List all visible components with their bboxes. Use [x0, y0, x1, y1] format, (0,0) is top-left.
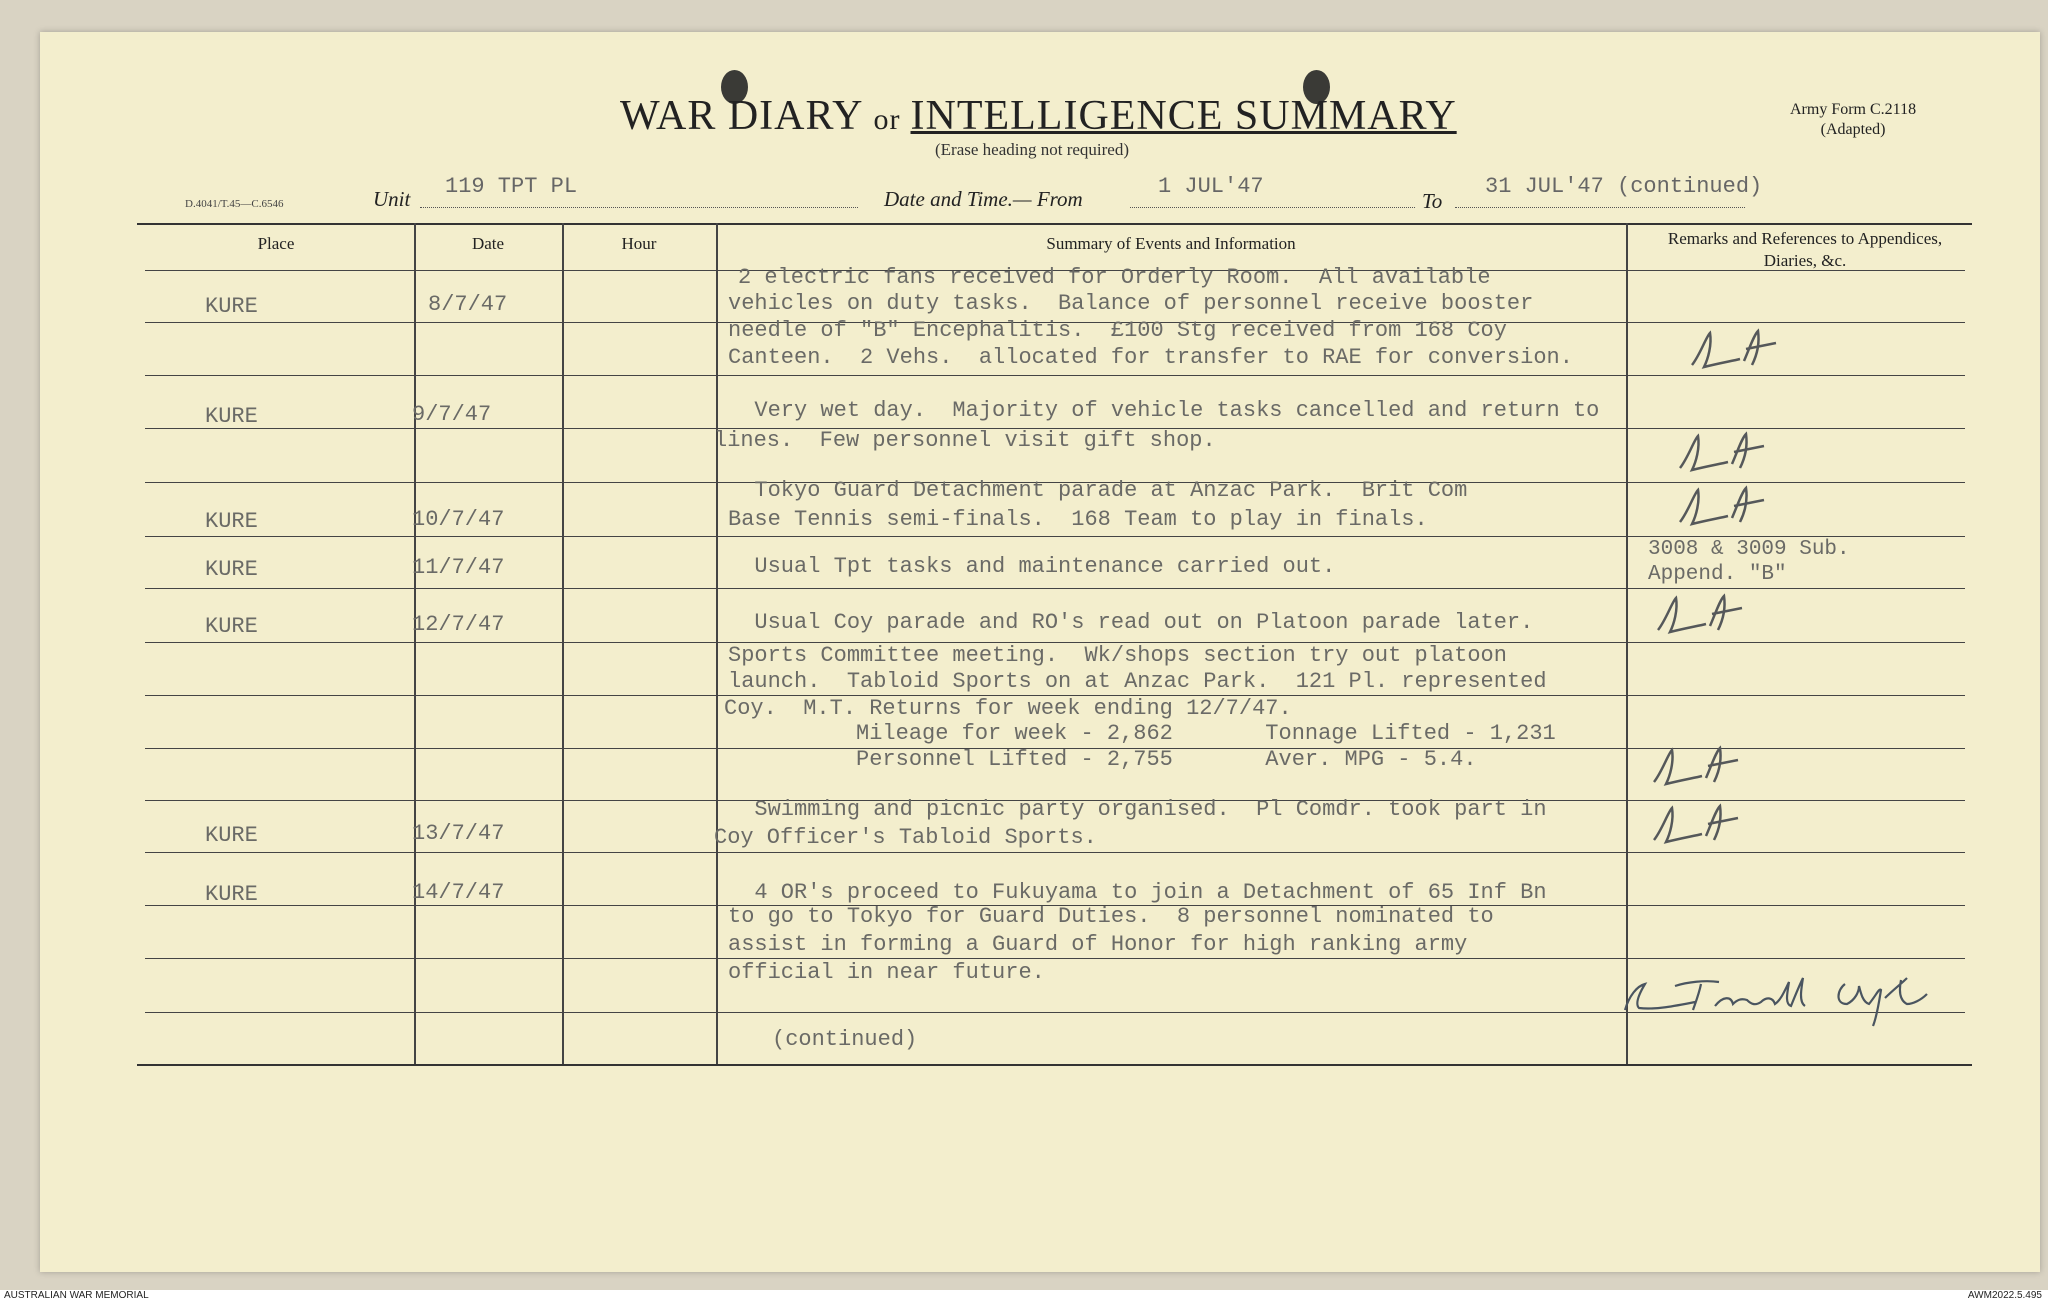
entry-line: 2 electric fans received for Orderly Room. All available: [738, 265, 1491, 290]
date-from-value: 1 JUL'47: [1158, 174, 1264, 199]
unit-label: Unit: [373, 187, 411, 211]
column-divider-date: [562, 223, 564, 1064]
entry-line: lines. Few personnel visit gift shop.: [714, 428, 1216, 453]
entry-line: Mileage for week - 2,862 Tonnage Lifted - 1,231: [724, 721, 1556, 746]
entry-line: official in near future.: [728, 960, 1045, 985]
ruled-line: [145, 958, 1965, 959]
entry-place: KURE: [205, 294, 258, 319]
column-divider-hour: [716, 223, 718, 1064]
entry-line: Usual Coy parade and RO's read out on Platoon parade later.: [728, 610, 1534, 635]
entry-line: Canteen. 2 Vehs. allocated for transfer to RAE for conversion.: [728, 345, 1573, 370]
handwritten-initials: [1642, 800, 1752, 850]
date-to-underline: [1455, 207, 1745, 208]
date-to-label: To: [1422, 189, 1443, 213]
continued-note: (continued): [772, 1027, 918, 1052]
entry-place: KURE: [205, 882, 258, 907]
remarks-appendix-line-2: Append. "B": [1648, 563, 1787, 586]
page-title: [620, 92, 1520, 140]
entry-line: Coy Officer's Tabloid Sports.: [714, 825, 1097, 850]
title-or: or: [873, 103, 901, 136]
entry-line: 4 OR's proceed to Fukuyama to join a Detachment of 65 Inf Bn: [728, 880, 1547, 905]
entry-line: Very wet day. Majority of vehicle tasks cancelled and return to: [728, 398, 1600, 423]
table-top-rule: [137, 223, 1972, 225]
title-intelligence-summary: INTELLIGENCE SUMMARY: [910, 93, 1457, 139]
column-header-summary: Summary of Events and Information: [1046, 234, 1296, 253]
date-from-underline: [1130, 207, 1415, 208]
handwritten-initials: [1646, 590, 1756, 640]
date-to-value: 31 JUL'47 (continued): [1485, 174, 1763, 199]
unit-value: 119 TPT PL: [445, 174, 578, 199]
entry-place: KURE: [205, 614, 258, 639]
entry-date: 10/7/47: [412, 507, 505, 532]
entry-line: Sports Committee meeting. Wk/shops section try out platoon: [728, 643, 1507, 668]
entry-place: KURE: [205, 404, 258, 429]
unit-underline: [420, 207, 858, 208]
entry-line: Tokyo Guard Detachment parade at Anzac Park. Brit Com: [728, 478, 1468, 503]
officer-signature: [1615, 960, 1935, 1030]
handwritten-initials: [1680, 325, 1790, 375]
entry-place: KURE: [205, 557, 258, 582]
entry-place: KURE: [205, 823, 258, 848]
entry-line: Swimming and picnic party organised. Pl Comdr. took part in: [728, 797, 1547, 822]
column-header-date: Date: [471, 234, 505, 253]
print-code: D.4041/T.45—C.6546: [185, 198, 284, 210]
footer-catalogue-id: AWM2022.5.495: [1967, 1290, 2042, 1301]
entry-date: 11/7/47: [412, 555, 505, 580]
ruled-line: [145, 852, 1965, 853]
ruled-line: [145, 588, 1965, 589]
handwritten-initials: [1668, 482, 1778, 532]
entry-line: Usual Tpt tasks and maintenance carried out.: [728, 554, 1336, 579]
title-war-diary: WAR DIARY: [620, 93, 864, 139]
army-form-adapted: (Adapted): [1820, 121, 1886, 138]
remarks-appendix-line-1: 3008 & 3009 Sub.: [1648, 538, 1850, 561]
entry-date: 9/7/47: [412, 402, 492, 427]
column-header-remarks: Remarks and References to Appendices, Diaries, &c.: [1667, 229, 1943, 270]
entry-line: Coy. M.T. Returns for week ending 12/7/47.: [724, 696, 1292, 721]
entry-line: Base Tennis semi-finals. 168 Team to play in finals.: [728, 507, 1428, 532]
handwritten-initials: [1642, 742, 1752, 792]
table-bottom-rule: [137, 1064, 1972, 1066]
column-header-hour: Hour: [621, 234, 657, 253]
entry-line: Personnel Lifted - 2,755 Aver. MPG - 5.4.: [724, 747, 1477, 772]
entry-line: to go to Tokyo for Guard Duties. 8 personnel nominated to: [728, 904, 1494, 929]
entry-date: 8/7/47: [428, 292, 508, 317]
column-divider-place: [414, 223, 416, 1064]
entry-date: 12/7/47: [412, 612, 505, 637]
entry-date: 13/7/47: [412, 821, 505, 846]
entry-line: vehicles on duty tasks. Balance of personnel receive booster: [728, 291, 1534, 316]
entry-line: launch. Tabloid Sports on at Anzac Park. 121 Pl. represented: [728, 669, 1547, 694]
entry-line: needle of "B" Encephalitis. £100 Stg received from 168 Coy: [728, 318, 1507, 343]
date-from-label: Date and Time.— From: [884, 187, 1083, 211]
army-form-label: Army Form C.2118: [1790, 101, 1917, 118]
entry-date: 14/7/47: [412, 880, 505, 905]
entry-place: KURE: [205, 509, 258, 534]
column-header-place: Place: [257, 234, 295, 253]
ruled-line: [145, 375, 1965, 376]
entry-line: assist in forming a Guard of Honor for high ranking army: [728, 932, 1468, 957]
footer-source: AUSTRALIAN WAR MEMORIAL: [4, 1290, 149, 1301]
column-divider-summary: [1626, 223, 1628, 1064]
erase-heading-note: (Erase heading not required): [935, 140, 1129, 159]
army-form-number: [1790, 100, 1916, 140]
handwritten-initials: [1668, 428, 1778, 478]
